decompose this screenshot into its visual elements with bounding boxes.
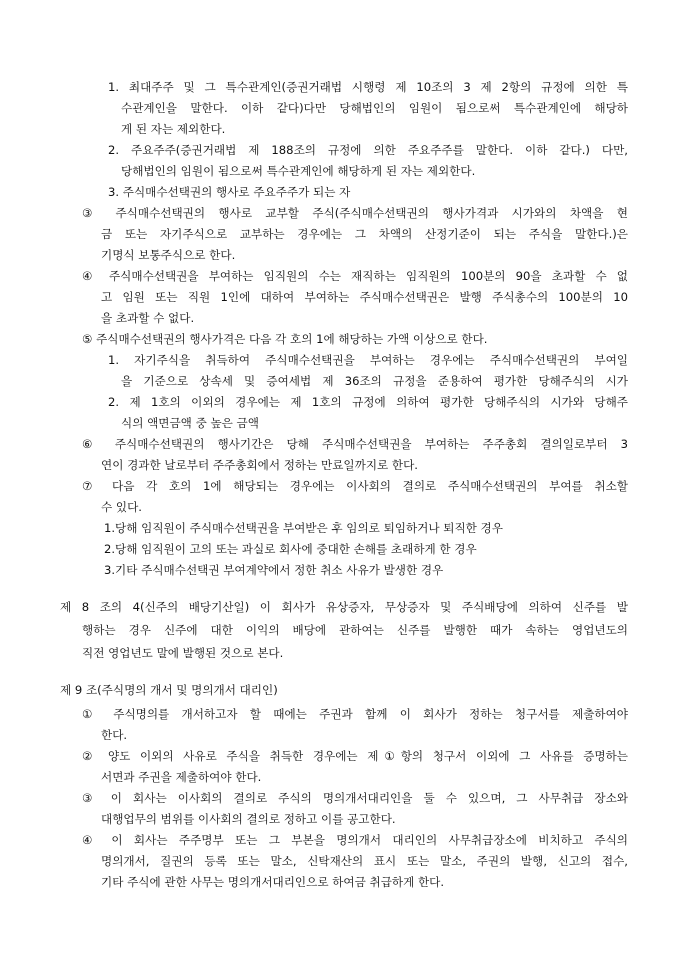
para-3-line-2: 금 또는 자기주식으로 교부하는 경우에는 그 차액의 산정기준이 되는 주식을 말한다.)은 <box>101 227 628 241</box>
item-5-2-line-1: 2. 제 1호의 이외의 경우에는 제 1호의 규정에 의하여 평가한 당해주식의 시가와 당해주 <box>108 395 628 409</box>
item-7-2: 2.당해 임직원이 고의 또는 과실로 회사에 중대한 손해를 초래하게 한 경우 <box>104 542 477 556</box>
para-3-line-3: 기명식 보통주식으로 한다. <box>101 248 236 262</box>
article-8-4-line-1: 제 8 조의 4(신주의 배당기산일) 이 회사가 유상증자, 무상증자 및 주식배당에 의하여 신주를 발 <box>60 600 628 614</box>
para-5-line-1: ⑤ 주식매수선택권의 행사가격은 다음 각 호의 1에 해당하는 가액 이상으로 한다. <box>82 332 488 346</box>
item-5-1-line-2: 을 기준으로 상속세 및 증여세법 제 36조의 규정을 준용하여 평가한 당해주식의 시가 <box>121 374 628 388</box>
article-9-para-3-line-2: 대행업무의 범위를 이사회의 결의로 정하고 이를 공고한다. <box>101 812 396 826</box>
para-7-line-2: 수 있다. <box>101 500 142 514</box>
item-7-3: 3.기타 주식매수선택권 부여계약에서 정한 취소 사유가 발생한 경우 <box>104 563 444 577</box>
item-2-3-line-1: 3. 주식매수선택권의 행사로 주요주주가 되는 자 <box>108 185 351 199</box>
item-2-1-line-3: 게 된 자는 제외한다. <box>121 122 226 136</box>
article-9-para-4-line-3: 기타 주식에 관한 사무는 명의개서대리인으로 하여금 취급하게 한다. <box>101 875 445 889</box>
para-4-line-3: 을 초과할 수 없다. <box>101 311 195 325</box>
para-7-line-1: ⑦ 다음 각 호의 1에 해당되는 경우에는 이사회의 결의로 주식매수선택권의 부여를 취소할 <box>82 479 628 493</box>
article-9-para-1-line-2: 한다. <box>101 728 128 742</box>
item-2-2-line-1: 2. 주요주주(증권거래법 제 188조의 규정에 의한 주요주주를 말한다. 이하 같다.) 다만, <box>108 143 628 157</box>
item-5-2-line-2: 식의 액면금액 중 높은 금액 <box>121 416 259 430</box>
para-6-line-2: 연이 경과한 날로부터 주주총회에서 정하는 만료일까지로 한다. <box>101 458 418 472</box>
article-9-para-2-line-1: ② 양도 이외의 사유로 주식을 취득한 경우에는 제①항의 청구서 이외에 그 사유를 증명하는 <box>82 749 628 763</box>
para-3-line-1: ③ 주식매수선택권의 행사로 교부할 주식(주식매수선택권의 행사가격과 시가와의 차액을 현 <box>82 206 628 220</box>
article-9-para-4-line-1: ④ 이 회사는 주주명부 또는 그 부본을 명의개서 대리인의 사무취급장소에 비치하고 주식의 <box>82 833 628 847</box>
para-6-line-1: ⑥ 주식매수선택권의 행사기간은 당해 주식매수선택권을 부여하는 주주총회 결의일로부터 3 <box>82 437 628 451</box>
item-5-1-line-1: 1. 자기주식을 취득하여 주식매수선택권을 부여하는 경우에는 주식매수선택권의 부여일 <box>108 353 628 367</box>
item-2-1-line-2: 수관계인을 말한다. 이하 같다)다만 당해법인의 임원이 됨으로써 특수관계인에 해당하 <box>121 101 628 115</box>
article-9-para-2-line-2: 서면과 주권을 제출하여야 한다. <box>101 770 262 784</box>
article-9-para-4-line-2: 명의개서, 질권의 등록 또는 말소, 신탁재산의 표시 또는 말소, 주권의 발행, 신고의 접수, <box>101 854 628 868</box>
article-9-para-1-line-1: ① 주식명의를 개서하고자 할 때에는 주권과 함께 이 회사가 정하는 청구서를 제출하여야 <box>82 707 628 721</box>
article-9-para-3-line-1: ③ 이 회사는 이사회의 결의로 주식의 명의개서대리인을 둘 수 있으며, 그 사무취급 장소와 <box>82 791 628 805</box>
para-4-line-2: 고 임원 또는 직원 1인에 대하여 부여하는 주식매수선택권은 발행 주식총수의 100분의 10 <box>101 290 628 304</box>
para-4-line-1: ④ 주식매수선택권을 부여하는 임직원의 수는 재직하는 임직원의 100분의 90을 초과할 수 없 <box>82 269 628 283</box>
article-9-heading: 제 9 조(주식명의 개서 및 명의개서 대리인) <box>60 683 278 697</box>
article-8-4-line-2: 행하는 경우 신주에 대한 이익의 배당에 관하여는 신주를 발행한 때가 속하는 영업년도의 <box>82 623 628 637</box>
article-8-4-line-3: 직전 영업년도 말에 발행된 것으로 본다. <box>82 646 284 660</box>
item-2-2-line-2: 당해법인의 임원이 됨으로써 특수관계인에 해당하게 된 자는 제외한다. <box>121 164 476 178</box>
item-7-1: 1.당해 임직원이 주식매수선택권을 부여받은 후 임의로 퇴임하거나 퇴직한 경우 <box>104 521 503 535</box>
item-2-1-line-1: 1. 최대주주 및 그 특수관계인(증권거래법 시행령 제 10조의 3 제 2항의 규정에 의한 특 <box>108 80 628 94</box>
